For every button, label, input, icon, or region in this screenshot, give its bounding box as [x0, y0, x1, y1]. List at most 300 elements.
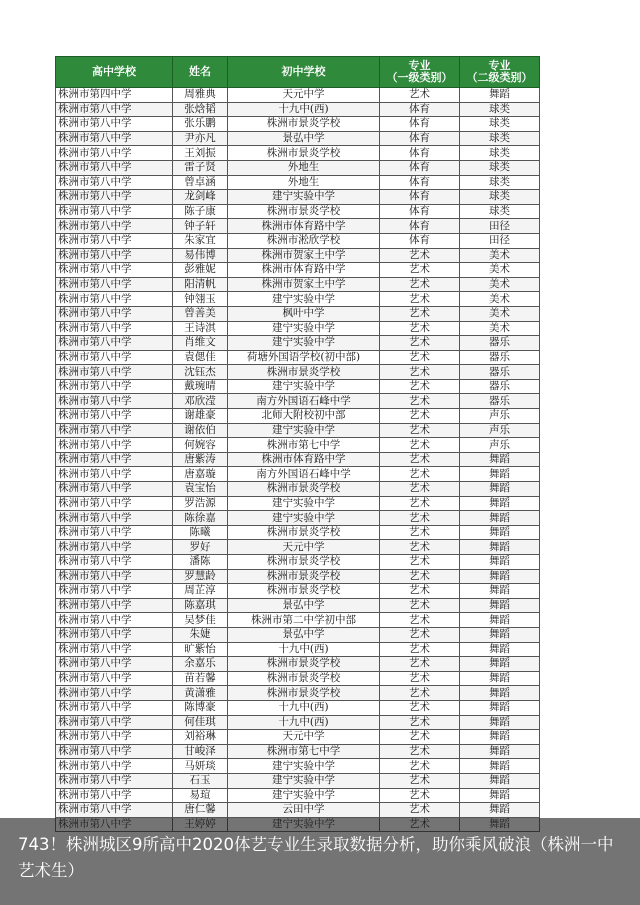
cell-junior-school: 株洲市体育路中学: [228, 219, 380, 234]
cell-major-level2: 舞蹈: [460, 700, 540, 715]
cell-high-school: 株洲市第八中学: [56, 321, 173, 336]
cell-major-level1: 艺术: [380, 452, 460, 467]
cell-junior-school: 外地生: [228, 160, 380, 175]
cell-junior-school: 建宁实验中学: [228, 759, 380, 774]
cell-name: 唐嘉璇: [173, 467, 228, 482]
cell-major-level1: 艺术: [380, 773, 460, 788]
cell-high-school: 株洲市第八中学: [56, 365, 173, 380]
cell-name: 罗好: [173, 540, 228, 555]
cell-high-school: 株洲市第八中学: [56, 555, 173, 570]
cell-major-level1: 体育: [380, 190, 460, 205]
cell-junior-school: 株洲市景炎学校: [228, 525, 380, 540]
table-row: [56, 496, 540, 511]
cell-high-school: 株洲市第八中学: [56, 803, 173, 818]
cell-junior-school: 十九中(西): [228, 700, 380, 715]
cell-high-school: 株洲市第八中学: [56, 438, 173, 453]
cell-major-level1: 艺术: [380, 482, 460, 497]
table-row: [56, 715, 540, 730]
cell-name: 袁偲佳: [173, 350, 228, 365]
table-row: [56, 379, 540, 394]
cell-junior-school: 南方外国语石峰中学: [228, 467, 380, 482]
cell-name: 何佳琪: [173, 715, 228, 730]
cell-major-level2: 舞蹈: [460, 657, 540, 672]
cell-name: 余嘉乐: [173, 657, 228, 672]
cell-high-school: 株洲市第八中学: [56, 482, 173, 497]
cell-junior-school: 建宁实验中学: [228, 379, 380, 394]
cell-name: 钟子轩: [173, 219, 228, 234]
cell-junior-school: 建宁实验中学: [228, 292, 380, 307]
cell-high-school: 株洲市第八中学: [56, 788, 173, 803]
cell-name: 王诗淇: [173, 321, 228, 336]
cell-high-school: 株洲市第八中学: [56, 306, 173, 321]
caption-banner: [0, 818, 640, 905]
table-row: [56, 642, 540, 657]
cell-junior-school: 天元中学: [228, 540, 380, 555]
cell-major-level2: 美术: [460, 292, 540, 307]
cell-major-level1: 艺术: [380, 292, 460, 307]
cell-major-level1: 艺术: [380, 730, 460, 745]
cell-major-level1: 艺术: [380, 306, 460, 321]
cell-major-level2: 舞蹈: [460, 759, 540, 774]
cell-major-level1: 体育: [380, 117, 460, 132]
cell-junior-school: 株洲市景炎学校: [228, 365, 380, 380]
cell-junior-school: 建宁实验中学: [228, 511, 380, 526]
table-row: [56, 452, 540, 467]
cell-major-level2: 声乐: [460, 423, 540, 438]
table-row: [56, 263, 540, 278]
cell-name: 钟翎玉: [173, 292, 228, 307]
cell-major-level2: 舞蹈: [460, 569, 540, 584]
cell-major-level1: 艺术: [380, 277, 460, 292]
cell-major-level1: 艺术: [380, 263, 460, 278]
cell-junior-school: 建宁实验中学: [228, 773, 380, 788]
table-row: [56, 160, 540, 175]
cell-junior-school: 株洲市第二中学初中部: [228, 613, 380, 628]
cell-major-level1: 艺术: [380, 584, 460, 599]
table-row: [56, 277, 540, 292]
cell-junior-school: 建宁实验中学: [228, 788, 380, 803]
cell-major-level2: 球类: [460, 117, 540, 132]
cell-junior-school: 株洲市淞欣学校: [228, 233, 380, 248]
cell-high-school: 株洲市第八中学: [56, 248, 173, 263]
cell-major-level2: 球类: [460, 175, 540, 190]
cell-name: 曾卓涵: [173, 175, 228, 190]
cell-major-level1: 艺术: [380, 321, 460, 336]
cell-name: 黄潇雅: [173, 686, 228, 701]
table-row: [56, 584, 540, 599]
cell-junior-school: 十九中(西): [228, 642, 380, 657]
cell-junior-school: 建宁实验中学: [228, 423, 380, 438]
table-row: [56, 365, 540, 380]
cell-major-level1: 艺术: [380, 409, 460, 424]
table-row: [56, 423, 540, 438]
cell-name: 苗若馨: [173, 671, 228, 686]
cell-major-level2: 美术: [460, 248, 540, 263]
cell-major-level1: 体育: [380, 160, 460, 175]
cell-major-level2: 美术: [460, 306, 540, 321]
cell-major-level1: 艺术: [380, 336, 460, 351]
cell-major-level2: 美术: [460, 277, 540, 292]
cell-junior-school: 外地生: [228, 175, 380, 190]
cell-high-school: 株洲市第八中学: [56, 350, 173, 365]
cell-major-level1: 艺术: [380, 511, 460, 526]
cell-junior-school: 株洲市贺家土中学: [228, 277, 380, 292]
cell-major-level1: 体育: [380, 233, 460, 248]
cell-junior-school: 株洲市体育路中学: [228, 452, 380, 467]
table-row: [56, 146, 540, 161]
cell-junior-school: 建宁实验中学: [228, 496, 380, 511]
cell-major-level1: 艺术: [380, 496, 460, 511]
cell-major-level1: 艺术: [380, 613, 460, 628]
table-body: [56, 88, 540, 832]
cell-major-level2: 舞蹈: [460, 803, 540, 818]
cell-major-level1: 艺术: [380, 788, 460, 803]
cell-name: 朱婕: [173, 627, 228, 642]
cell-major-level2: 舞蹈: [460, 686, 540, 701]
cell-major-level2: 田径: [460, 219, 540, 234]
table-row: [56, 730, 540, 745]
table-row: [56, 336, 540, 351]
cell-major-level1: 艺术: [380, 438, 460, 453]
cell-high-school: 株洲市第八中学: [56, 759, 173, 774]
table-row: [56, 555, 540, 570]
cell-major-level1: 艺术: [380, 700, 460, 715]
table-row: [56, 204, 540, 219]
cell-junior-school: 株洲市景炎学校: [228, 146, 380, 161]
cell-major-level1: 艺术: [380, 88, 460, 103]
cell-major-level2: 舞蹈: [460, 642, 540, 657]
cell-major-level1: 艺术: [380, 686, 460, 701]
cell-major-level1: 体育: [380, 204, 460, 219]
table-row: [56, 233, 540, 248]
cell-junior-school: 株洲市贺家土中学: [228, 248, 380, 263]
cell-high-school: 株洲市第八中学: [56, 146, 173, 161]
cell-major-level2: 声乐: [460, 438, 540, 453]
cell-major-level2: 舞蹈: [460, 88, 540, 103]
cell-major-level2: 舞蹈: [460, 613, 540, 628]
cell-high-school: 株洲市第八中学: [56, 117, 173, 132]
cell-major-level1: 艺术: [380, 715, 460, 730]
cell-major-level1: 艺术: [380, 350, 460, 365]
cell-major-level2: 舞蹈: [460, 482, 540, 497]
cell-high-school: 株洲市第八中学: [56, 233, 173, 248]
table-row: [56, 350, 540, 365]
cell-high-school: 株洲市第八中学: [56, 496, 173, 511]
cell-major-level2: 舞蹈: [460, 788, 540, 803]
cell-junior-school: 株洲市景炎学校: [228, 584, 380, 599]
cell-name: 陈徐嘉: [173, 511, 228, 526]
cell-junior-school: 云田中学: [228, 803, 380, 818]
cell-major-level2: 声乐: [460, 409, 540, 424]
cell-name: 周雅典: [173, 88, 228, 103]
cell-name: 王刘振: [173, 146, 228, 161]
cell-high-school: 株洲市第八中学: [56, 773, 173, 788]
cell-name: 陈子康: [173, 204, 228, 219]
cell-name: 石玉: [173, 773, 228, 788]
table-row: [56, 803, 540, 818]
table-row: [56, 394, 540, 409]
cell-name: 朱家宜: [173, 233, 228, 248]
cell-major-level2: 舞蹈: [460, 627, 540, 642]
table-row: [56, 292, 540, 307]
cell-high-school: 株洲市第八中学: [56, 379, 173, 394]
cell-junior-school: 景弘中学: [228, 598, 380, 613]
table-row: [56, 438, 540, 453]
cell-high-school: 株洲市第八中学: [56, 569, 173, 584]
table-row: [56, 700, 540, 715]
cell-junior-school: 株洲市景炎学校: [228, 482, 380, 497]
cell-name: 谢依伯: [173, 423, 228, 438]
table-row: [56, 511, 540, 526]
cell-name: 龙剑峰: [173, 190, 228, 205]
cell-high-school: 株洲市第八中学: [56, 657, 173, 672]
cell-major-level2: 舞蹈: [460, 555, 540, 570]
cell-high-school: 株洲市第八中学: [56, 409, 173, 424]
cell-major-level1: 体育: [380, 131, 460, 146]
cell-major-level1: 体育: [380, 146, 460, 161]
cell-major-level1: 体育: [380, 102, 460, 117]
table-row: [56, 117, 540, 132]
cell-major-level2: 舞蹈: [460, 496, 540, 511]
admission-table: [55, 56, 540, 832]
table-row: [56, 321, 540, 336]
cell-major-level1: 艺术: [380, 394, 460, 409]
cell-junior-school: 荷塘外国语学校(初中部): [228, 350, 380, 365]
cell-name: 旷紫怡: [173, 642, 228, 657]
cell-high-school: 株洲市第八中学: [56, 175, 173, 190]
cell-name: 邓欣滢: [173, 394, 228, 409]
cell-name: 甘峻泽: [173, 744, 228, 759]
cell-major-level1: 艺术: [380, 803, 460, 818]
table-row: [56, 773, 540, 788]
cell-high-school: 株洲市第八中学: [56, 686, 173, 701]
cell-major-level2: 球类: [460, 131, 540, 146]
cell-name: 袁宝怡: [173, 482, 228, 497]
cell-major-level1: 艺术: [380, 569, 460, 584]
cell-name: 肖维文: [173, 336, 228, 351]
cell-junior-school: 株洲市景炎学校: [228, 671, 380, 686]
cell-high-school: 株洲市第八中学: [56, 730, 173, 745]
cell-name: 张焓韬: [173, 102, 228, 117]
cell-high-school: 株洲市第八中学: [56, 263, 173, 278]
table-row: [56, 759, 540, 774]
cell-major-level1: 艺术: [380, 627, 460, 642]
cell-name: 阳清帆: [173, 277, 228, 292]
cell-major-level1: 艺术: [380, 365, 460, 380]
cell-name: 易伟博: [173, 248, 228, 263]
cell-name: 马妍琰: [173, 759, 228, 774]
table-header-row: [56, 57, 540, 88]
table-row: [56, 540, 540, 555]
cell-high-school: 株洲市第八中学: [56, 467, 173, 482]
table-row: [56, 409, 540, 424]
table-row: [56, 744, 540, 759]
cell-name: 刘裕琳: [173, 730, 228, 745]
cell-high-school: 株洲市第八中学: [56, 277, 173, 292]
cell-major-level1: 艺术: [380, 540, 460, 555]
cell-major-level2: 舞蹈: [460, 744, 540, 759]
table-row: [56, 102, 540, 117]
cell-major-level2: 舞蹈: [460, 715, 540, 730]
cell-name: 罗慧龄: [173, 569, 228, 584]
cell-major-level2: 器乐: [460, 365, 540, 380]
cell-major-level1: 艺术: [380, 555, 460, 570]
header-major-level1: 专业 （一级类别）: [380, 57, 460, 88]
cell-name: 陈曦: [173, 525, 228, 540]
cell-high-school: 株洲市第八中学: [56, 204, 173, 219]
cell-junior-school: 天元中学: [228, 730, 380, 745]
cell-name: 潘陈: [173, 555, 228, 570]
cell-major-level2: 球类: [460, 190, 540, 205]
header-junior-school: 初中学校: [228, 57, 380, 88]
cell-high-school: 株洲市第八中学: [56, 642, 173, 657]
cell-junior-school: 株洲市景炎学校: [228, 686, 380, 701]
cell-major-level2: 田径: [460, 233, 540, 248]
cell-major-level2: 舞蹈: [460, 452, 540, 467]
table-row: [56, 248, 540, 263]
cell-major-level1: 体育: [380, 175, 460, 190]
cell-junior-school: 十九中(西): [228, 715, 380, 730]
cell-junior-school: 株洲市景炎学校: [228, 117, 380, 132]
cell-major-level2: 舞蹈: [460, 540, 540, 555]
cell-junior-school: 株洲市第七中学: [228, 438, 380, 453]
table-row: [56, 131, 540, 146]
table-row: [56, 175, 540, 190]
table-row: [56, 569, 540, 584]
header-major-level2: 专业 （二级类别）: [460, 57, 540, 88]
caption-text: 743！株洲城区9所高中2020体艺专业生录取数据分析，助你乘风破浪（株洲一中艺术生）: [18, 835, 614, 880]
cell-major-level1: 艺术: [380, 671, 460, 686]
cell-junior-school: 株洲市景炎学校: [228, 569, 380, 584]
cell-name: 陈博豪: [173, 700, 228, 715]
cell-name: 唐仁馨: [173, 803, 228, 818]
cell-name: 周芷淳: [173, 584, 228, 599]
cell-high-school: 株洲市第八中学: [56, 715, 173, 730]
cell-major-level2: 舞蹈: [460, 598, 540, 613]
cell-major-level2: 舞蹈: [460, 525, 540, 540]
cell-major-level2: 器乐: [460, 350, 540, 365]
cell-name: 曾善美: [173, 306, 228, 321]
cell-junior-school: 株洲市景炎学校: [228, 657, 380, 672]
cell-major-level2: 球类: [460, 160, 540, 175]
cell-name: 雷子贤: [173, 160, 228, 175]
cell-major-level2: 美术: [460, 263, 540, 278]
cell-major-level2: 舞蹈: [460, 671, 540, 686]
cell-high-school: 株洲市第八中学: [56, 584, 173, 599]
cell-high-school: 株洲市第八中学: [56, 102, 173, 117]
cell-junior-school: 株洲市体育路中学: [228, 263, 380, 278]
cell-major-level2: 球类: [460, 102, 540, 117]
table-row: [56, 219, 540, 234]
cell-name: 沈钰杰: [173, 365, 228, 380]
table-row: [56, 598, 540, 613]
cell-high-school: 株洲市第四中学: [56, 88, 173, 103]
cell-high-school: 株洲市第八中学: [56, 160, 173, 175]
cell-junior-school: 枫叶中学: [228, 306, 380, 321]
cell-junior-school: 建宁实验中学: [228, 336, 380, 351]
table-row: [56, 657, 540, 672]
cell-junior-school: 南方外国语石峰中学: [228, 394, 380, 409]
cell-name: 罗浩源: [173, 496, 228, 511]
cell-high-school: 株洲市第八中学: [56, 627, 173, 642]
cell-name: 张乐鹏: [173, 117, 228, 132]
cell-junior-school: 天元中学: [228, 88, 380, 103]
cell-major-level2: 舞蹈: [460, 730, 540, 745]
cell-major-level2: 器乐: [460, 394, 540, 409]
cell-major-level2: 球类: [460, 204, 540, 219]
cell-major-level2: 舞蹈: [460, 584, 540, 599]
cell-junior-school: 景弘中学: [228, 131, 380, 146]
cell-junior-school: 建宁实验中学: [228, 190, 380, 205]
cell-major-level1: 艺术: [380, 598, 460, 613]
cell-major-level1: 艺术: [380, 379, 460, 394]
cell-junior-school: 北师大附校初中部: [228, 409, 380, 424]
cell-junior-school: 株洲市景炎学校: [228, 555, 380, 570]
cell-major-level1: 艺术: [380, 423, 460, 438]
table-row: [56, 613, 540, 628]
cell-major-level1: 艺术: [380, 657, 460, 672]
cell-high-school: 株洲市第八中学: [56, 452, 173, 467]
cell-high-school: 株洲市第八中学: [56, 525, 173, 540]
cell-high-school: 株洲市第八中学: [56, 423, 173, 438]
cell-high-school: 株洲市第八中学: [56, 336, 173, 351]
cell-high-school: 株洲市第八中学: [56, 292, 173, 307]
cell-high-school: 株洲市第八中学: [56, 613, 173, 628]
table-row: [56, 686, 540, 701]
cell-name: 尹亦凡: [173, 131, 228, 146]
cell-high-school: 株洲市第八中学: [56, 700, 173, 715]
header-name: 姓名: [173, 57, 228, 88]
cell-high-school: 株洲市第八中学: [56, 219, 173, 234]
cell-junior-school: 十九中(西): [228, 102, 380, 117]
admission-table-container: [55, 56, 539, 832]
cell-major-level1: 艺术: [380, 525, 460, 540]
table-row: [56, 482, 540, 497]
table-row: [56, 190, 540, 205]
table-row: [56, 627, 540, 642]
cell-major-level1: 艺术: [380, 467, 460, 482]
cell-high-school: 株洲市第八中学: [56, 540, 173, 555]
cell-junior-school: 株洲市景炎学校: [228, 204, 380, 219]
cell-major-level2: 舞蹈: [460, 467, 540, 482]
cell-name: 谢雄豪: [173, 409, 228, 424]
cell-major-level2: 美术: [460, 321, 540, 336]
table-row: [56, 525, 540, 540]
cell-high-school: 株洲市第八中学: [56, 511, 173, 526]
cell-major-level2: 舞蹈: [460, 511, 540, 526]
cell-major-level1: 艺术: [380, 248, 460, 263]
cell-high-school: 株洲市第八中学: [56, 131, 173, 146]
cell-junior-school: 建宁实验中学: [228, 321, 380, 336]
table-row: [56, 306, 540, 321]
cell-name: 戴琬晴: [173, 379, 228, 394]
header-high-school: 高中学校: [56, 57, 173, 88]
cell-name: 彭雅妮: [173, 263, 228, 278]
cell-major-level2: 球类: [460, 146, 540, 161]
cell-high-school: 株洲市第八中学: [56, 190, 173, 205]
cell-major-level1: 艺术: [380, 642, 460, 657]
table-row: [56, 467, 540, 482]
cell-junior-school: 株洲市第七中学: [228, 744, 380, 759]
table-row: [56, 671, 540, 686]
cell-major-level2: 器乐: [460, 336, 540, 351]
cell-name: 陈嘉琪: [173, 598, 228, 613]
cell-name: 吴梦佳: [173, 613, 228, 628]
cell-major-level2: 器乐: [460, 379, 540, 394]
cell-major-level1: 艺术: [380, 759, 460, 774]
cell-high-school: 株洲市第八中学: [56, 671, 173, 686]
cell-name: 易瑄: [173, 788, 228, 803]
